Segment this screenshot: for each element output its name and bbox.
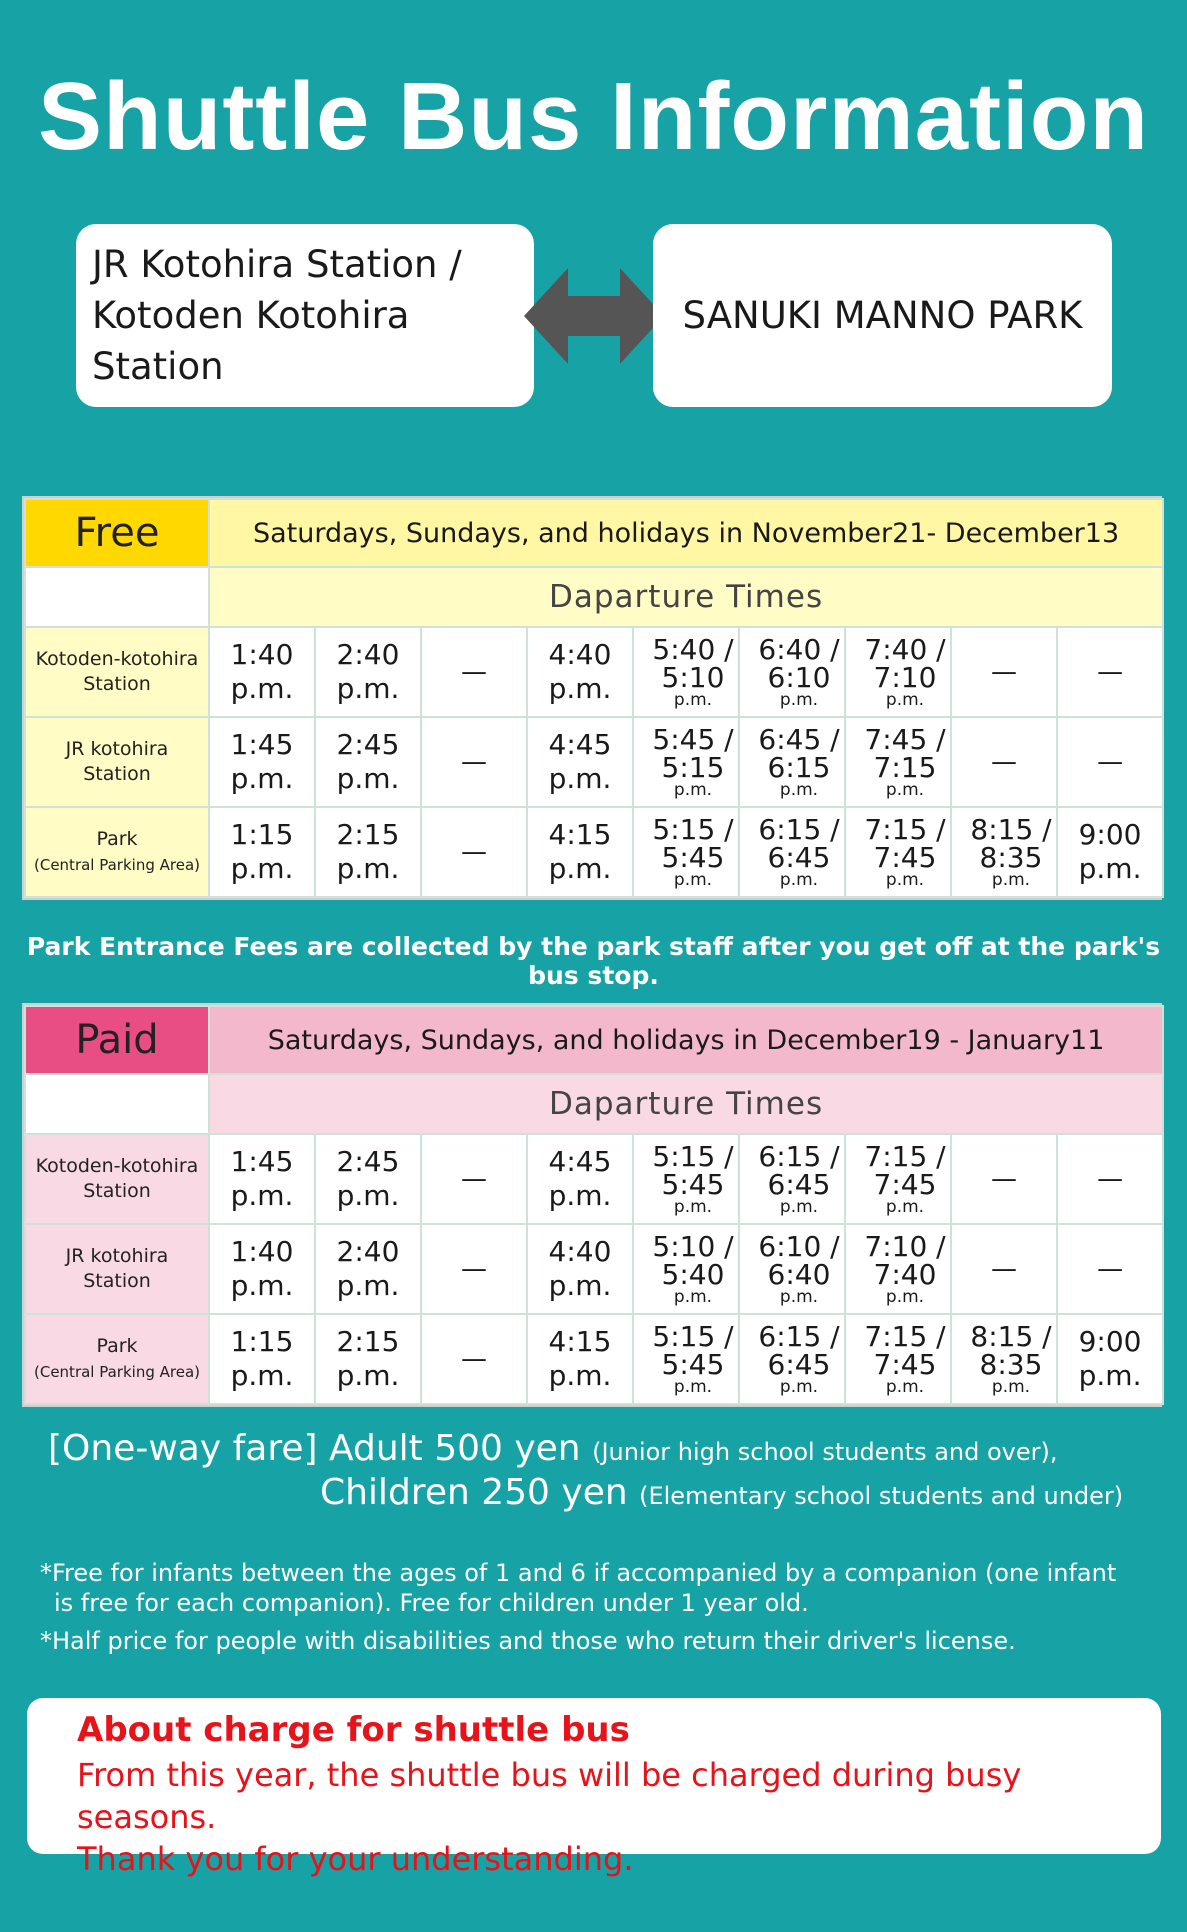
time-cell: 4:45 p.m. <box>527 1134 633 1224</box>
no-service-cell: — <box>421 717 527 807</box>
time-cell: 1:15 p.m. <box>209 807 315 897</box>
time-cell: 9:00 p.m. <box>1057 1314 1163 1404</box>
time-cell: 2:40 p.m. <box>315 627 421 717</box>
time-cell: 5:15 / 5:45 p.m. <box>633 807 739 897</box>
table-row <box>25 717 1163 807</box>
time-cell: 5:45 / 5:15 p.m. <box>633 717 739 807</box>
charge-notice <box>27 1698 1161 1878</box>
departure-times-header: Daparture Times <box>209 1074 1163 1134</box>
time-cell: 2:15 p.m. <box>315 807 421 897</box>
time-cell: 7:15 / 7:45 p.m. <box>845 807 951 897</box>
time-cell: 6:40 / 6:10 p.m. <box>739 627 845 717</box>
paid-period: Saturdays, Sundays, and holidays in December19 - January11 <box>209 1006 1163 1074</box>
time-cell: 1:45 p.m. <box>209 717 315 807</box>
row-label: Kotoden-kotohira Station <box>25 627 209 717</box>
table-row <box>25 1314 1163 1404</box>
time-cell: 2:40 p.m. <box>315 1224 421 1314</box>
child-fare-note: (Elementary school students and under) <box>639 1482 1124 1510</box>
time-cell: 1:15 p.m. <box>209 1314 315 1404</box>
time-cell: 7:15 / 7:45 p.m. <box>845 1134 951 1224</box>
time-cell: 4:40 p.m. <box>527 1224 633 1314</box>
row-label: JR kotohira Station <box>25 717 209 807</box>
row-label: Kotoden-kotohira Station <box>25 1134 209 1224</box>
destination-box <box>653 224 1112 407</box>
infants-note-line1: *Free for infants between the ages of 1 and 6 if accompanied by a companion (one infant <box>40 1559 1117 1587</box>
notice-body <box>77 1754 1137 1880</box>
adult-fare-note: (Junior high school students and over), <box>592 1438 1058 1466</box>
time-cell: 9:00 p.m. <box>1057 807 1163 897</box>
no-service-cell: — <box>421 807 527 897</box>
destination-label: SANUKI MANNO PARK <box>682 294 1083 337</box>
header-blank <box>25 567 209 627</box>
table-row <box>25 807 1163 897</box>
infants-note-line2: is free for each companion). Free for children under 1 year old. <box>54 1589 809 1617</box>
time-cell: 4:45 p.m. <box>527 717 633 807</box>
free-schedule-table <box>22 496 1162 900</box>
time-cell: 4:15 p.m. <box>527 807 633 897</box>
time-cell: 6:15 / 6:45 p.m. <box>739 1314 845 1404</box>
time-cell: 7:40 / 7:10 p.m. <box>845 627 951 717</box>
time-cell: 6:45 / 6:15 p.m. <box>739 717 845 807</box>
time-cell: 6:15 / 6:45 p.m. <box>739 807 845 897</box>
no-service-cell: — <box>1057 717 1163 807</box>
time-cell: 4:40 p.m. <box>527 627 633 717</box>
paid-badge: Paid <box>25 1006 209 1074</box>
no-service-cell: — <box>1057 1224 1163 1314</box>
time-cell: 1:45 p.m. <box>209 1134 315 1224</box>
time-cell: 5:40 / 5:10 p.m. <box>633 627 739 717</box>
no-service-cell: — <box>421 627 527 717</box>
no-service-cell: — <box>1057 627 1163 717</box>
time-cell: 7:45 / 7:15 p.m. <box>845 717 951 807</box>
time-cell: 7:15 / 7:45 p.m. <box>845 1314 951 1404</box>
page-title: Shuttle Bus Information <box>38 63 1149 170</box>
time-cell: 5:15 / 5:45 p.m. <box>633 1134 739 1224</box>
time-cell: 4:15 p.m. <box>527 1314 633 1404</box>
free-badge: Free <box>25 499 209 567</box>
time-cell: 1:40 p.m. <box>209 627 315 717</box>
time-cell: 8:15 / 8:35 p.m. <box>951 1314 1057 1404</box>
departure-times-header: Daparture Times <box>209 567 1163 627</box>
time-cell: 5:10 / 5:40 p.m. <box>633 1224 739 1314</box>
paid-schedule-table <box>22 1003 1162 1407</box>
time-cell: 5:15 / 5:45 p.m. <box>633 1314 739 1404</box>
time-cell: 6:15 / 6:45 p.m. <box>739 1134 845 1224</box>
free-period: Saturdays, Sundays, and holidays in November21- December13 <box>209 499 1163 567</box>
origin-station-line2: Kotoden Kotohira Station <box>92 294 410 388</box>
child-fare-label: Children 250 yen <box>320 1472 628 1513</box>
child-fare <box>320 1472 1123 1513</box>
no-service-cell: — <box>951 717 1057 807</box>
header-blank <box>25 1074 209 1134</box>
no-service-cell: — <box>421 1224 527 1314</box>
time-cell: 6:10 / 6:40 p.m. <box>739 1224 845 1314</box>
no-service-cell: — <box>951 1134 1057 1224</box>
time-cell: 8:15 / 8:35 p.m. <box>951 807 1057 897</box>
row-label: Park (Central Parking Area) <box>25 807 209 897</box>
time-cell: 1:40 p.m. <box>209 1224 315 1314</box>
no-service-cell: — <box>1057 1134 1163 1224</box>
origin-station-box <box>76 224 534 407</box>
double-arrow-icon <box>524 268 664 364</box>
time-cell: 7:10 / 7:40 p.m. <box>845 1224 951 1314</box>
notice-line1: From this year, the shuttle bus will be charged during busy seasons. <box>77 1756 1022 1836</box>
table-row <box>25 1224 1163 1314</box>
time-cell: 2:15 p.m. <box>315 1314 421 1404</box>
notice-heading: About charge for shuttle bus <box>77 1710 630 1750</box>
time-cell: 2:45 p.m. <box>315 1134 421 1224</box>
no-service-cell: — <box>951 627 1057 717</box>
adult-fare <box>48 1428 1058 1469</box>
row-label: JR kotohira Station <box>25 1224 209 1314</box>
table-row <box>25 627 1163 717</box>
entrance-fee-note: Park Entrance Fees are collected by the park staff after you get off at the park's bus stop. <box>26 932 1161 990</box>
no-service-cell: — <box>421 1314 527 1404</box>
time-cell: 2:45 p.m. <box>315 717 421 807</box>
adult-fare-label: [One-way fare] Adult 500 yen <box>48 1428 581 1469</box>
disabilities-note: *Half price for people with disabilities and those who return their driver's license. <box>40 1627 1016 1655</box>
notice-line2: Thank you for your understanding. <box>77 1840 634 1878</box>
table-row <box>25 1134 1163 1224</box>
row-label: Park (Central Parking Area) <box>25 1314 209 1404</box>
infants-note <box>40 1558 1150 1618</box>
origin-station-line1: JR Kotohira Station / <box>92 243 462 286</box>
no-service-cell: — <box>421 1134 527 1224</box>
no-service-cell: — <box>951 1224 1057 1314</box>
